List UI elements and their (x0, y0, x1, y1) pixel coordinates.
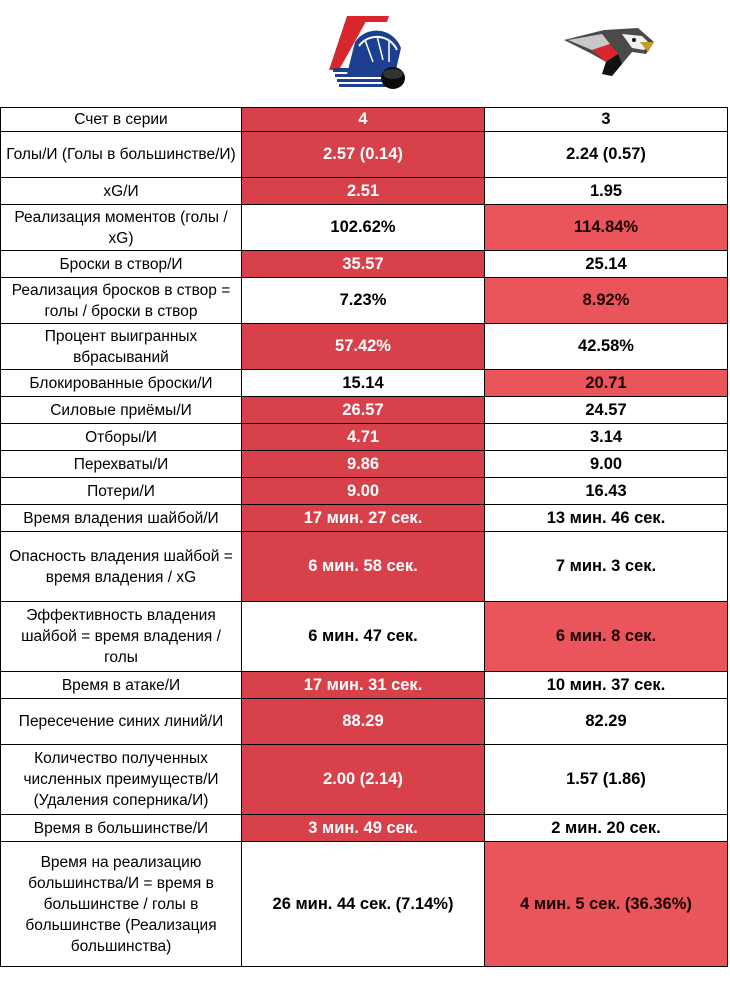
table-row (1, 745, 728, 815)
home-team-value: 6 мин. 58 сек. (242, 532, 485, 602)
table-row (1, 370, 728, 397)
home-team-value: 9.86 (242, 451, 485, 478)
table-row (1, 532, 728, 602)
stat-label: Пересечение синих линий/И (1, 699, 242, 745)
away-team-value: 3 (485, 108, 728, 132)
away-team-value: 3.14 (485, 424, 728, 451)
table-row (1, 397, 728, 424)
table-row (1, 178, 728, 205)
lokomotiv-logo (325, 12, 411, 92)
table-row (1, 672, 728, 699)
stat-label: Реализация моментов (голы / xG) (1, 205, 242, 251)
avangard-hawk-logo (562, 24, 658, 80)
away-team-value: 1.57 (1.86) (485, 745, 728, 815)
table-row (1, 324, 728, 370)
stat-label: Голы/И (Голы в большинстве/И) (1, 132, 242, 178)
table-row (1, 451, 728, 478)
home-team-value: 26.57 (242, 397, 485, 424)
stats-table-body (1, 108, 728, 967)
home-team-value: 88.29 (242, 699, 485, 745)
table-row (1, 424, 728, 451)
away-team-value: 2 мин. 20 сек. (485, 815, 728, 842)
home-team-value: 3 мин. 49 сек. (242, 815, 485, 842)
stat-label: Время в атаке/И (1, 672, 242, 699)
away-team-value: 9.00 (485, 451, 728, 478)
home-team-value: 26 мин. 44 сек. (7.14%) (242, 842, 485, 967)
away-team-value: 25.14 (485, 251, 728, 278)
table-row (1, 602, 728, 672)
table-row (1, 842, 728, 967)
team-logos-header (0, 0, 730, 108)
home-team-value: 2.57 (0.14) (242, 132, 485, 178)
home-team-value: 2.51 (242, 178, 485, 205)
stat-label: Опасность владения шайбой = время владения / xG (1, 532, 242, 602)
table-row (1, 505, 728, 532)
away-team-value: 6 мин. 8 сек. (485, 602, 728, 672)
stat-label: Время на реализацию большинства/И = время в большинстве / голы в большинстве (Реализация большинства) (1, 842, 242, 967)
stat-label: Силовые приёмы/И (1, 397, 242, 424)
stat-label: Счет в серии (1, 108, 242, 132)
home-team-value: 6 мин. 47 сек. (242, 602, 485, 672)
home-team-value: 35.57 (242, 251, 485, 278)
stat-label: Потери/И (1, 478, 242, 505)
home-team-value: 17 мин. 27 сек. (242, 505, 485, 532)
stat-label: Время в большинстве/И (1, 815, 242, 842)
home-team-value: 7.23% (242, 278, 485, 324)
away-team-value: 82.29 (485, 699, 728, 745)
stat-label: Перехваты/И (1, 451, 242, 478)
away-team-value: 42.58% (485, 324, 728, 370)
away-team-value: 4 мин. 5 сек. (36.36%) (485, 842, 728, 967)
table-row (1, 815, 728, 842)
away-team-value: 20.71 (485, 370, 728, 397)
away-team-value: 8.92% (485, 278, 728, 324)
home-team-value: 17 мин. 31 сек. (242, 672, 485, 699)
table-row (1, 478, 728, 505)
home-team-value: 102.62% (242, 205, 485, 251)
table-row (1, 205, 728, 251)
away-team-value: 7 мин. 3 сек. (485, 532, 728, 602)
away-team-value: 13 мин. 46 сек. (485, 505, 728, 532)
away-team-value: 10 мин. 37 сек. (485, 672, 728, 699)
away-team-value: 114.84% (485, 205, 728, 251)
stat-label: Реализация бросков в створ = голы / броски в створ (1, 278, 242, 324)
home-team-value: 2.00 (2.14) (242, 745, 485, 815)
stat-label: Время владения шайбой/И (1, 505, 242, 532)
stat-label: Количество полученных численных преимуществ/И (Удаления соперника/И) (1, 745, 242, 815)
away-team-value: 2.24 (0.57) (485, 132, 728, 178)
away-team-value: 24.57 (485, 397, 728, 424)
stat-label: Броски в створ/И (1, 251, 242, 278)
table-row (1, 699, 728, 745)
table-row (1, 251, 728, 278)
table-row (1, 132, 728, 178)
stat-label: Блокированные броски/И (1, 370, 242, 397)
home-team-value: 57.42% (242, 324, 485, 370)
home-team-value: 4 (242, 108, 485, 132)
home-team-value: 9.00 (242, 478, 485, 505)
stat-label: Отборы/И (1, 424, 242, 451)
stat-label: Эффективность владения шайбой = время владения / голы (1, 602, 242, 672)
stat-label: xG/И (1, 178, 242, 205)
table-row (1, 278, 728, 324)
home-team-value: 15.14 (242, 370, 485, 397)
stat-label: Процент выигранных вбрасываний (1, 324, 242, 370)
away-team-value: 16.43 (485, 478, 728, 505)
table-row (1, 108, 728, 132)
home-team-value: 4.71 (242, 424, 485, 451)
stats-table (0, 107, 728, 967)
away-team-value: 1.95 (485, 178, 728, 205)
